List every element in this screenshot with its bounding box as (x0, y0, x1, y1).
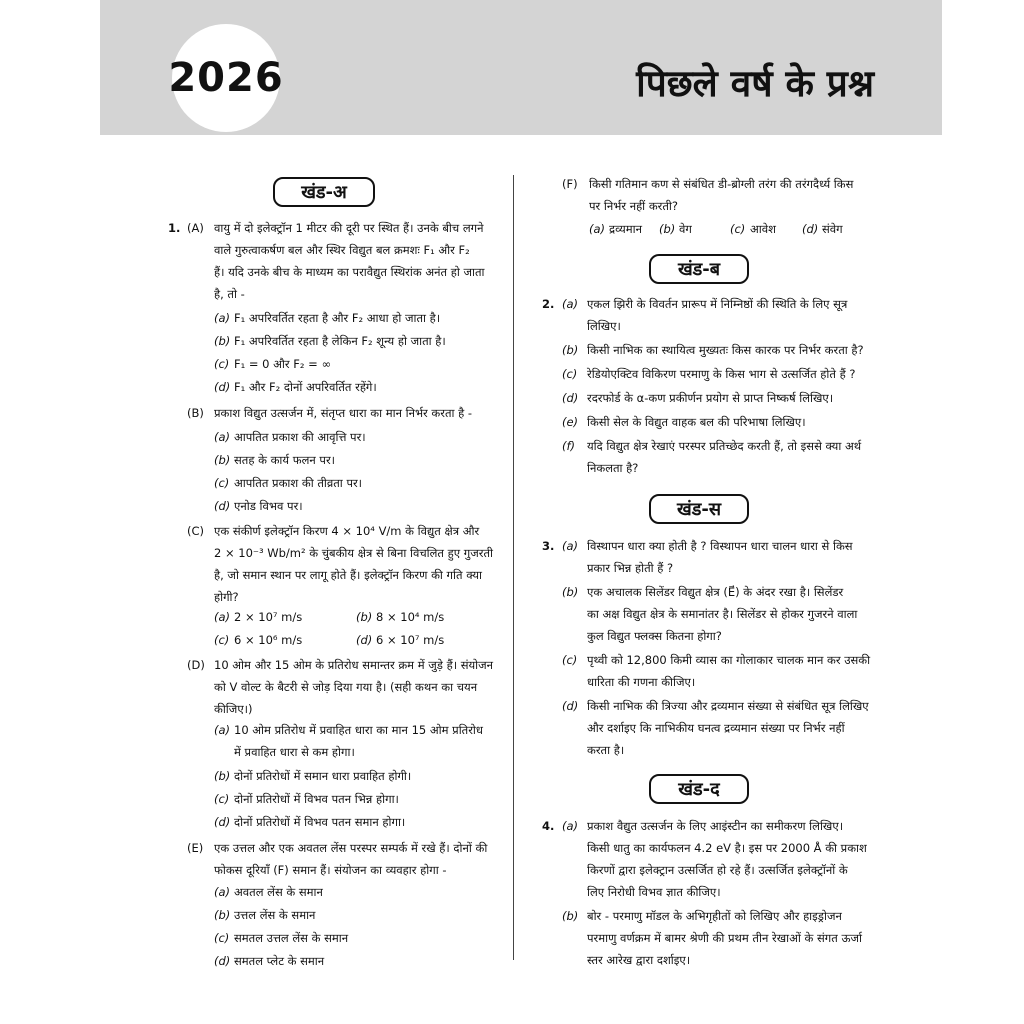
option-text: 6 × 10⁷ m/s (376, 633, 445, 647)
subquestion-marker: (d) (562, 391, 579, 405)
option-marker: (a) (214, 311, 231, 325)
option-marker: (a) (214, 723, 231, 737)
option-text: समतल प्लेट के समान (234, 954, 325, 968)
option-text: 10 ओम प्रतिरोध में प्रवाहित धारा का मान 15 ओम प्रतिरोध (234, 723, 483, 737)
section-heading-b: खंड-ब (649, 254, 749, 284)
question-text: स्तर आरेख द्वारा दर्शाइए। (587, 953, 691, 967)
question-text: 10 ओम और 15 ओम के प्रतिरोध समान्तर क्रम में जुड़े हैं। संयोजन (214, 658, 494, 672)
question-text: करता है। (587, 743, 625, 757)
question-text: का अक्ष विद्युत क्षेत्र के समानांतर है। सिलेंडर से होकर गुजरने वाला (587, 607, 858, 621)
option-text: आपतित प्रकाश की आवृत्ति पर। (234, 430, 366, 444)
question-number: 3. (542, 539, 555, 553)
question-text: प्रकार भिन्न होती हैं ? (587, 561, 674, 575)
question-text: निकलता है? (587, 461, 639, 475)
option-text: आपतित प्रकाश की तीव्रता पर। (234, 476, 363, 490)
question-text: फोकस दूरियाँ (F) समान हैं। संयोजन का व्यवहार होगा - (214, 863, 447, 877)
option-marker: (c) (214, 792, 230, 806)
option-text: सतह के कार्य फलन पर। (234, 453, 336, 467)
option-text: दोनों प्रतिरोधों में विभव पतन समान होगा। (234, 815, 406, 829)
question-text: रदरफोर्ड के α-कण प्रकीर्णन प्रयोग से प्राप्त निष्कर्ष लिखिए। (587, 391, 834, 405)
option-marker: (d) (802, 222, 819, 236)
option-marker: (b) (214, 453, 231, 467)
question-text: एक अचालक सिलेंडर विद्युत क्षेत्र (E⃗) के अंदर रखा है। सिलेंडर (587, 585, 844, 599)
option-text: 8 × 10⁴ m/s (376, 610, 445, 624)
option-marker: (b) (214, 908, 231, 922)
subquestion-marker: (B) (187, 406, 204, 420)
question-text: बोर - परमाणु मॉडल के अभिगृहीतों को लिखिए और हाइड्रोजन (587, 909, 842, 923)
question-text: एक संकीर्ण इलेक्ट्रॉन किरण 4 × 10⁴ V/m के विद्युत क्षेत्र और (214, 524, 480, 538)
option-text: आवेश (750, 222, 776, 236)
option-marker: (b) (214, 334, 231, 348)
subquestion-marker: (A) (187, 221, 204, 235)
option-text: उत्तल लेंस के समान (234, 908, 316, 922)
subquestion-marker: (b) (562, 343, 579, 357)
option-marker: (c) (214, 476, 230, 490)
option-text: F₁ अपरिवर्तित रहता है लेकिन F₂ शून्य हो जाता है। (234, 334, 446, 348)
option-marker: (c) (214, 931, 230, 945)
question-text: रेडियोएक्टिव विकिरण परमाणु के किस भाग से उत्सर्जित होते हैं ? (587, 367, 856, 381)
section-heading-d: खंड-द (649, 774, 749, 804)
option-text: अवतल लेंस के समान (234, 885, 323, 899)
question-text: किसी सेल के विद्युत वाहक बल की परिभाषा लिखिए। (587, 415, 806, 429)
question-text: लिखिए। (587, 319, 621, 333)
question-text: पर निर्भर नहीं करती? (589, 199, 678, 213)
option-marker: (a) (214, 885, 231, 899)
page-title: पिछले वर्ष के प्रश्न (636, 62, 874, 105)
option-text: वेग (679, 222, 692, 236)
question-number: 4. (542, 819, 555, 833)
subquestion-marker: (C) (187, 524, 205, 538)
question-text: प्रकाश विद्युत उत्सर्जन में, संतृप्त धारा का मान निर्भर करता है - (214, 406, 473, 420)
option-text: द्रव्यमान (609, 222, 642, 236)
subquestion-marker: (a) (562, 819, 579, 833)
question-text: किरणों द्वारा इलेक्ट्रान उत्सर्जित हो रहे हैं। उत्सर्जित इलेक्ट्रॉनों के (587, 863, 848, 877)
subquestion-marker: (b) (562, 585, 579, 599)
option-text: 6 × 10⁶ m/s (234, 633, 303, 647)
question-text: एकल झिरी के विवर्तन प्रारूप में निम्निष्ठों की स्थिति के लिए सूत्र (587, 297, 848, 311)
question-text: कीजिए।) (214, 702, 253, 716)
option-text: समतल उत्तल लेंस के समान (234, 931, 349, 945)
question-text: यदि विद्युत क्षेत्र रेखाएं परस्पर प्रतिच्छेद करती हैं, तो इससे क्या अर्थ (587, 439, 862, 453)
option-marker: (b) (214, 769, 231, 783)
subquestion-marker: (f) (562, 439, 576, 453)
question-text: कुल विद्युत फ्लक्स कितना होगा? (587, 629, 722, 643)
option-marker: (d) (214, 380, 231, 394)
column-divider (513, 175, 514, 960)
section-heading-a: खंड-अ (273, 177, 375, 207)
year-label: 2026 (168, 55, 284, 101)
question-text: प्रकाश वैद्युत उत्सर्जन के लिए आइंस्टीन का समीकरण लिखिए। (587, 819, 844, 833)
subquestion-marker: (F) (562, 177, 578, 191)
question-text: वाले गुरुत्वाकर्षण बल और स्थिर विद्युत बल क्रमशः F₁ और F₂ (214, 243, 470, 257)
option-text: एनोड विभव पर। (234, 499, 303, 513)
question-text: है, जो समान स्थान पर लागू होते हैं। इलेक्ट्रॉन किरण की गति क्या (214, 568, 483, 582)
section-heading-s: खंड-स (649, 494, 749, 524)
question-text: विस्थापन धारा क्या होती है ? विस्थापन धारा चालन धारा से किस (587, 539, 853, 553)
question-number: 2. (542, 297, 555, 311)
option-text: दोनों प्रतिरोधों में विभव पतन भिन्न होगा। (234, 792, 399, 806)
question-text: धारिता की गणना कीजिए। (587, 675, 696, 689)
option-text: संवेग (822, 222, 843, 236)
option-marker: (c) (730, 222, 746, 236)
question-number: 1. (168, 221, 181, 235)
option-marker: (a) (589, 222, 606, 236)
question-text: किसी नाभिक का स्थायित्व मुख्यतः किस कारक पर निर्भर करता है? (587, 343, 864, 357)
subquestion-marker: (b) (562, 909, 579, 923)
subquestion-marker: (a) (562, 297, 579, 311)
question-text: किसी नाभिक की त्रिज्या और द्रव्यमान संख्या से संबंधित सूत्र लिखिए (587, 699, 869, 713)
option-marker: (b) (659, 222, 676, 236)
subquestion-marker: (E) (187, 841, 204, 855)
option-text: दोनों प्रतिरोधों में समान धारा प्रवाहित होगी। (234, 769, 412, 783)
question-text: होगी? (214, 590, 239, 604)
question-text: है, तो - (214, 287, 245, 301)
option-marker: (d) (356, 633, 373, 647)
question-text: 2 × 10⁻³ Wb/m² के चुंबकीय क्षेत्र से बिना विचलित हुए गुजरती (214, 546, 494, 560)
option-marker: (d) (214, 954, 231, 968)
subquestion-marker: (D) (187, 658, 205, 672)
question-text: पृथ्वी को 12,800 किमी व्यास का गोलाकार चालक मान कर उसकी (587, 653, 871, 667)
option-marker: (d) (214, 815, 231, 829)
option-text: में प्रवाहित धारा से कम होगा। (234, 745, 355, 759)
question-text: परमाणु वर्णक्रम में बामर श्रेणी की प्रथम तीन रेखाओं के संगत ऊर्जा (587, 931, 862, 945)
option-text: F₁ और F₂ दोनों अपरिवर्तित रहेंगे। (234, 380, 377, 394)
option-text: 2 × 10⁷ m/s (234, 610, 303, 624)
question-text: वायु में दो इलेक्ट्रॉन 1 मीटर की दूरी पर स्थित हैं। उनके बीच लगने (214, 221, 484, 235)
question-text: हैं। यदि उनके बीच के माध्यम का परावैद्युत स्थिरांक अनंत हो जाता (214, 265, 485, 279)
option-marker: (a) (214, 430, 231, 444)
question-text: किसी धातु का कार्यफलन 4.2 eV है। इस पर 2000 Å की प्रकाश (587, 841, 867, 855)
subquestion-marker: (c) (562, 653, 578, 667)
option-marker: (b) (356, 610, 373, 624)
subquestion-marker: (e) (562, 415, 579, 429)
option-marker: (d) (214, 499, 231, 513)
option-marker: (c) (214, 633, 230, 647)
option-text: F₁ अपरिवर्तित रहता है और F₂ आधा हो जाता है। (234, 311, 441, 325)
option-marker: (a) (214, 610, 231, 624)
question-text: एक उत्तल और एक अवतल लेंस परस्पर सम्पर्क में रखे हैं। दोनों की (214, 841, 488, 855)
option-marker: (c) (214, 357, 230, 371)
option-text: F₁ = 0 और F₂ = ∞ (234, 357, 332, 371)
year-badge (168, 24, 284, 132)
subquestion-marker: (c) (562, 367, 578, 381)
question-text: को V वोल्ट के बैटरी से जोड़ दिया गया है। (सही कथन का चयन (214, 680, 478, 694)
question-text: और दर्शाइए कि नाभिकीय घनत्व द्रव्यमान संख्या पर निर्भर नहीं (587, 721, 845, 735)
subquestion-marker: (a) (562, 539, 579, 553)
question-text: किसी गतिमान कण से संबंधित डी-ब्रोग्ली तरंग की तरंगदैर्ध्य किस (589, 177, 854, 191)
subquestion-marker: (d) (562, 699, 579, 713)
question-text: लिए निरोधी विभव ज्ञात कीजिए। (587, 885, 721, 899)
